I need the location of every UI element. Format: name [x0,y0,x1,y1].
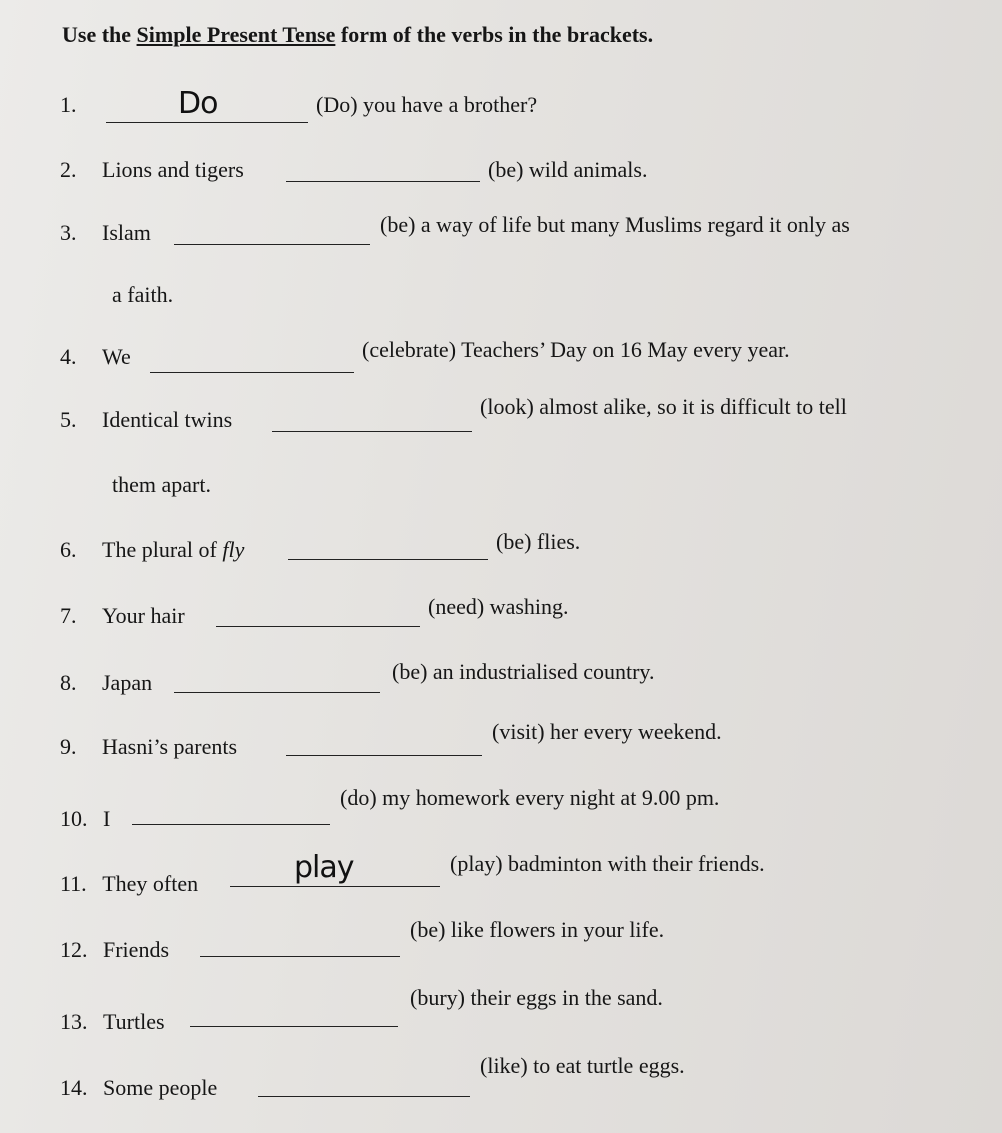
question-13 [60,1009,165,1035]
question-5 [60,407,232,433]
answer-blank-7[interactable] [216,626,420,627]
question-number: 14. [60,1075,88,1100]
question-3 [60,220,151,246]
question-1 [60,92,77,118]
heading-prefix: Use the [62,22,137,47]
answer-blank-4[interactable] [150,372,354,373]
question-11-stem: They often [102,871,199,896]
handwritten-answer-1: Do [178,86,218,121]
question-number: 12. [60,937,88,962]
answer-blank-6[interactable] [288,559,488,560]
question-14 [60,1075,217,1101]
answer-blank-10[interactable] [132,824,330,825]
question-2-text: (be) wild animals. [488,157,648,182]
question-number: 4. [60,344,77,369]
question-2 [60,157,244,183]
answer-blank-14[interactable] [258,1096,470,1097]
instructions-heading [62,22,653,48]
answer-blank-5[interactable] [272,431,472,432]
question-4 [60,344,131,370]
question-12 [60,937,169,963]
question-6-text: (be) flies. [496,529,581,554]
answer-blank-12[interactable] [200,956,400,957]
question-number: 2. [60,157,77,182]
question-5-text: (look) almost alike, so it is difficult to tell [480,394,847,419]
question-9-text: (visit) her every weekend. [492,719,722,744]
question-8-stem: Japan [102,670,153,695]
question-12-stem: Friends [103,937,169,962]
question-number: 11. [60,871,87,896]
question-7 [60,603,185,629]
question-9-stem: Hasni’s parents [102,734,238,759]
heading-underlined: Simple Present Tense [136,22,336,47]
question-number: 13. [60,1009,88,1034]
question-number: 5. [60,407,77,432]
question-8-text: (be) an industrialised country. [392,659,655,684]
question-number: 3. [60,220,77,245]
answer-blank-3[interactable] [174,244,370,245]
question-3-stem: Islam [102,220,151,245]
question-number: 8. [60,670,77,695]
question-10 [60,806,110,832]
question-13-stem: Turtles [103,1009,165,1034]
answer-blank-9[interactable] [286,755,482,756]
answer-blank-1[interactable] [106,122,308,123]
handwritten-answer-11: play [294,850,354,885]
question-number: 7. [60,603,77,628]
question-11 [60,871,198,897]
question-7-text: (need) washing. [428,594,569,619]
question-number: 1. [60,92,77,117]
question-5-stem: Identical twins [102,407,233,432]
question-11-text: (play) badminton with their friends. [450,851,765,876]
question-9 [60,734,237,760]
question-7-stem: Your hair [102,603,185,628]
question-8 [60,670,152,696]
heading-suffix: form of the verbs in the brackets. [335,22,654,47]
question-number: 6. [60,537,77,562]
question-number: 10. [60,806,88,831]
question-2-stem: Lions and tigers [102,157,244,182]
question-10-stem: I [103,806,111,831]
answer-blank-13[interactable] [190,1026,398,1027]
question-4-stem: We [102,344,131,369]
question-5-continued: them apart. [112,472,211,497]
question-6-italic-word: fly [222,537,245,562]
question-3-text: (be) a way of life but many Muslims regard it only as [380,212,850,237]
question-number: 9. [60,734,77,759]
question-6-stem: The plural of [102,537,217,562]
question-1-text: (Do) you have a brother? [316,92,538,117]
question-13-text: (bury) their eggs in the sand. [410,985,663,1010]
question-3-continued: a faith. [112,282,174,307]
question-6 [60,537,244,563]
answer-blank-8[interactable] [174,692,380,693]
answer-blank-11[interactable] [230,886,440,887]
answer-blank-2[interactable] [286,181,480,182]
question-14-text: (like) to eat turtle eggs. [480,1053,685,1078]
question-14-stem: Some people [103,1075,218,1100]
question-4-text: (celebrate) Teachers’ Day on 16 May every year. [362,337,790,362]
question-10-text: (do) my homework every night at 9.00 pm. [340,785,720,810]
question-12-text: (be) like flowers in your life. [410,917,665,942]
